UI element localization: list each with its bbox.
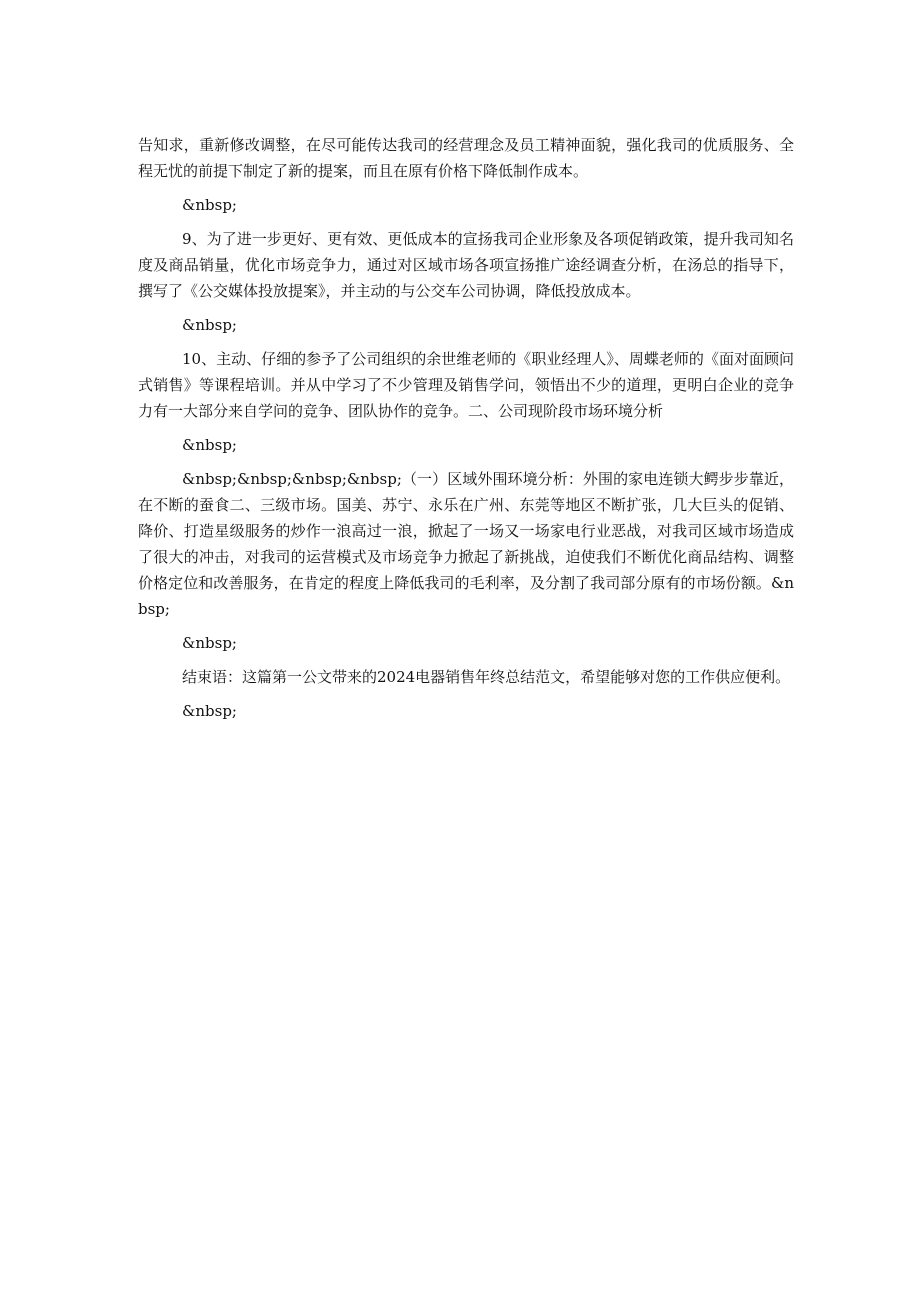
nbsp-line: &nbsp;	[182, 196, 237, 214]
nbsp-line: &nbsp;	[182, 634, 237, 652]
nbsp-line: &nbsp;	[182, 702, 237, 720]
paragraph-continuation: 告知求，重新修改调整，在尽可能传达我司的经营理念及员工精神面貌，强化我司的优质服务、全程无忧的前提下制定了新的提案，而且在原有价格下降低制作成本。	[138, 136, 794, 180]
paragraph-market-analysis: &nbsp;&nbsp;&nbsp;&nbsp;（一）区域外围环境分析：外围的家电连锁大鳄步步靠近，在不断的蚕食二、三级市场。国美、苏宁、永乐在广州、东莞等地区不断扩张，几大巨头的促销、降价、打造星级服务的炒作一浪高过一浪，掀起了一场又一场家电行业恶战，对我司区域市场造成了很大的冲击，对我司的运营模式及市场竞争力掀起了新挑战，迫使我们不断优化商品结构、调整价格定位和改善服务，在肯定的程度上降低我司的毛利率，及分割了我司部分原有的市场份额。&nbsp;	[138, 470, 794, 618]
paragraph-item-9: 9、为了进一步更好、更有效、更低成本的宣扬我司企业形象及各项促销政策，提升我司知名度及商品销量，优化市场竞争力，通过对区域市场各项宣扬推广途经调查分析，在汤总的指导下，撰写了《公交媒体投放提案》，并主动的与公交车公司协调，降低投放成本。	[138, 230, 794, 300]
paragraph-conclusion: 结束语：这篇第一公文带来的2024电器销售年终总结范文，希望能够对您的工作供应便利。	[182, 668, 791, 686]
nbsp-line: &nbsp;	[182, 316, 237, 334]
nbsp-line: &nbsp;	[182, 436, 237, 454]
document-page	[138, 132, 794, 732]
paragraph-item-10: 10、主动、仔细的参予了公司组织的余世维老师的《职业经理人》、周蝶老师的《面对面顾问式销售》等课程培训。并从中学习了不少管理及销售学问，领悟出不少的道理，更明白企业的竞争力有一大部分来自学问的竞争、团队协作的竞争。二、公司现阶段市场环境分析	[138, 350, 794, 420]
